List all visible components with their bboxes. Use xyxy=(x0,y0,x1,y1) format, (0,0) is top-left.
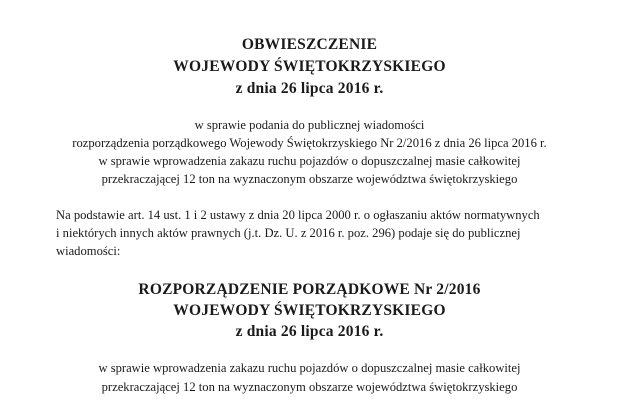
notice-subject-line: przekraczającej 12 ton na wyznaczonym obszarze województwa świętokrzyskiego xyxy=(101,172,518,186)
legal-basis-line: wiadomości: xyxy=(56,244,121,258)
regulation-subject-line: w sprawie wprowadzenia zakazu ruchu pojazdów o dopuszczalnej masie całkowitej xyxy=(98,361,521,375)
legal-basis-line: Na podstawie art. 14 ust. 1 i 2 ustawy z dnia 20 lipca 2000 r. o ogłaszaniu aktów normatywnych xyxy=(56,208,540,222)
notice-issuer: WOJEWODY ŚWIĘTOKRZYSKIEGO xyxy=(173,58,446,75)
notice-subject-line: w sprawie wprowadzenia zakazu ruchu pojazdów o dopuszczalnej masie całkowitej xyxy=(98,154,521,168)
notice-heading: OBWIESZCZENIE xyxy=(241,36,378,53)
regulation-date: z dnia 26 lipca 2016 r. xyxy=(235,323,384,340)
notice-subject-line: rozporządzenia porządkowego Wojewody Świętokrzyskiego Nr 2/2016 z dnia 26 lipca 2016 r. xyxy=(72,136,547,150)
regulation-issuer: WOJEWODY ŚWIĘTOKRZYSKIEGO xyxy=(173,302,446,319)
notice-subject-line: w sprawie podania do publicznej wiadomości xyxy=(194,118,425,132)
legal-basis-line: i niektórych innych aktów prawnych (j.t. Dz. U. z 2016 r. poz. 296) podaje się do publicznej xyxy=(56,226,521,240)
regulation-subject-line: przekraczającej 12 ton na wyznaczonym obszarze województwa świętokrzyskiego xyxy=(101,380,518,394)
regulation-heading: ROZPORZĄDZENIE PORZĄDKOWE Nr 2/2016 xyxy=(138,281,481,298)
notice-date: z dnia 26 lipca 2016 r. xyxy=(235,80,384,97)
